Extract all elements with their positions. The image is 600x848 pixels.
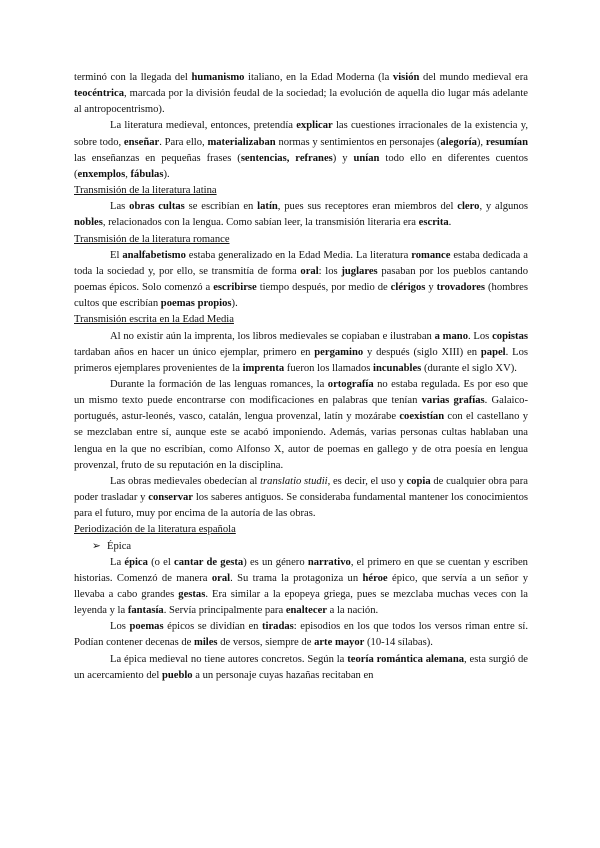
text-run: La <box>110 556 125 568</box>
text-run: ). <box>231 298 238 310</box>
text-run: los saberes antiguos. Se consideraba fundamental mantener los conocimientos para el futuro, muy por encima de la autoría de las obras. <box>74 492 528 520</box>
text-run: : episodios en los que todos los versos riman entre sí. Podían contener decenas de <box>74 621 528 649</box>
bold-term: clero <box>457 201 480 213</box>
text-run: (o el <box>147 556 175 568</box>
bold-term: alegoría <box>440 136 477 148</box>
text-run: pasaban por los pueblos cantando poemas épicos. Solo comenzó a <box>74 265 528 294</box>
section-heading: Transmisión de la literatura romance <box>74 233 230 245</box>
text-run: , esta surgió de un acercamiento del <box>74 653 529 681</box>
bold-term: trovadores <box>436 282 486 294</box>
bold-term: fábulas <box>130 168 164 180</box>
section-heading: Transmisión escrita en la Edad Media <box>74 314 234 326</box>
bold-term: coexistían <box>399 411 445 423</box>
text-run: Durante la formación de las lenguas romances, la <box>110 378 328 390</box>
body-paragraph <box>74 377 528 474</box>
bold-term: enseñar <box>123 136 160 148</box>
text-run: terminó con la llegada del <box>74 72 192 83</box>
bold-term: poemas propios <box>160 298 232 310</box>
text-run: estaba dedicada a toda la sociedad y, por ello, se transmitía de forma <box>74 249 528 277</box>
bold-term: gestas <box>178 589 206 600</box>
bold-term: enxemplos <box>77 168 126 180</box>
bold-term: papel <box>480 346 506 358</box>
body-paragraph <box>74 652 528 684</box>
bold-term: clérigos <box>390 282 426 294</box>
bold-term: oral <box>211 572 231 584</box>
bold-term: escrita <box>418 217 449 229</box>
bold-term: teoría romántica alemana <box>347 653 465 665</box>
bold-term: juglares <box>341 265 378 277</box>
text-run: . Los primeros ejemplares provenientes de la <box>74 346 528 374</box>
text-run: , pues sus receptores eran miembros del <box>277 201 458 213</box>
text-run: (10-14 sílabas). <box>364 637 433 649</box>
text-run: a un personaje cuyas hazañas recitaban en <box>192 669 374 681</box>
text-run: ) es un género <box>243 556 308 568</box>
body-paragraph <box>74 248 528 313</box>
text-run: Los <box>110 621 130 633</box>
text-run: El <box>110 249 123 261</box>
text-run: italiano, en la Edad Moderna (la <box>244 72 393 83</box>
text-run: , <box>125 168 131 180</box>
bold-term: copistas <box>492 330 528 342</box>
bold-term: analfabetismo <box>122 249 186 261</box>
bold-term: pergamino <box>314 346 364 358</box>
bold-term: obras cultas <box>129 201 185 213</box>
text-run: del mundo medieval era <box>419 72 528 83</box>
italic-term: translatio studii <box>260 475 328 487</box>
bold-term: conservar <box>148 492 194 504</box>
text-run: normas y sentimientos en personajes ( <box>275 136 441 148</box>
text-run: ), <box>476 136 486 148</box>
bold-term: miles <box>194 637 218 649</box>
text-run: no estaba regulada. Es por eso que un mismo texto puede encontrarse con modificaciones en palabras que tenían <box>74 378 528 407</box>
text-run: , es decir, el uso y <box>327 475 407 487</box>
text-run: estaba generalizado en la Edad Media. La literatura <box>185 249 412 261</box>
bullet-item <box>74 539 528 555</box>
text-run: y después (siglo XIII) en <box>363 346 481 358</box>
arrow-bullet-icon: ➢ <box>92 540 101 552</box>
text-run: Las <box>110 201 130 213</box>
bold-term: pueblo <box>161 669 193 681</box>
text-run: fueron los llamados <box>284 362 374 374</box>
bold-term: a mano <box>434 330 468 342</box>
text-run: todo ello en diferentes cuentos ( <box>74 152 529 180</box>
body-paragraph <box>74 70 528 118</box>
text-run: épico, que servía a un señor y llevaba a cabo grandes <box>74 572 528 600</box>
body-paragraph <box>74 619 528 651</box>
text-run: tardaban años en hacer un único ejemplar, primero en <box>74 346 315 358</box>
text-run: . Servía principalmente para <box>163 605 286 617</box>
text-run: de cualquier obra para poder trasladar y <box>74 475 528 504</box>
bold-term: cantar de gesta <box>174 556 244 568</box>
text-run: las cuestiones irracionales de la existencia y, sobre todo, <box>74 120 528 148</box>
text-run: . Era similar a la epopeya griega, pues se mezclaba muchas veces con la leyenda y la <box>74 589 529 617</box>
section-heading: Periodización de la literatura española <box>74 524 236 536</box>
bold-term: unían <box>353 152 380 164</box>
text-run: a la nación. <box>326 605 379 617</box>
bold-term: ortografía <box>327 378 374 390</box>
text-run: . Su trama la protagoniza un <box>230 572 363 584</box>
bold-term: nobles <box>74 217 103 229</box>
bold-term: humanismo <box>191 72 245 83</box>
bold-term: épica <box>124 556 148 568</box>
text-run: , relacionados con la lengua. Como sabían leer, la transmisión literaria era <box>102 217 419 229</box>
section-heading: Transmisión de la literatura latina <box>74 185 217 197</box>
text-run: y <box>425 282 437 294</box>
text-run: , el primero en que se cuentan y escriben historias. Comenzó de manera <box>74 556 528 584</box>
body-paragraph <box>74 555 528 620</box>
text-run: ). <box>163 168 170 180</box>
text-run: épicos se dividían en <box>163 621 262 633</box>
bold-term: explicar <box>296 120 333 132</box>
bold-term: fantasía <box>127 605 164 617</box>
bold-term: latín <box>257 201 278 213</box>
bold-term: oral <box>300 265 319 277</box>
text-run: . Galaico-portugués, astur-leonés, vasco, catalán, lengua provenzal, latín y mozárabe <box>74 395 528 423</box>
text-run: . Los <box>468 330 493 342</box>
bold-term: arte mayor <box>314 637 365 649</box>
body-paragraph <box>74 118 528 183</box>
body-paragraph <box>74 199 528 231</box>
bullet-text: Épica <box>107 540 132 552</box>
bold-term: tiradas <box>262 621 294 633</box>
bold-term: sentencias, refranes <box>240 152 333 164</box>
bold-term: narrativo <box>307 556 351 568</box>
bold-term: héroe <box>362 572 388 584</box>
bold-term: poemas <box>129 621 164 633</box>
bold-term: resumían <box>485 136 528 148</box>
text-run: , y algunos <box>479 201 529 213</box>
bold-term: teocéntrica <box>74 88 124 100</box>
text-run: (hombres cultos que escribían <box>74 282 529 310</box>
text-run: . <box>448 217 452 229</box>
bold-term: visión <box>392 72 420 83</box>
text-run: (durante el siglo XV). <box>421 362 517 374</box>
text-run: se escribían en <box>184 201 258 213</box>
bold-term: incunables <box>373 362 422 374</box>
text-run: , marcada por la división feudal de la sociedad; la evolución de aquella dio lugar más adelante al antropocentrismo). <box>74 88 528 116</box>
text-run: de versos, siempre de <box>217 637 315 649</box>
text-run: : los <box>318 265 342 277</box>
bold-term: varias grafías <box>421 395 485 407</box>
text-run: con el castellano y se mezclaban entre sí, aunque este se acabó imponiendo. Además, varias personas cultas hablaban una lengua en la que no escribían, como Alfonso X, autor de poemas en gallego y de otra poesía en lengua provenzal, fruto de su reputación en la disciplina. <box>74 411 528 471</box>
text-run: La literatura medieval, entonces, pretendía <box>110 120 297 132</box>
bold-term: imprenta <box>242 362 285 374</box>
text-run: las enseñanzas en pequeñas frases ( <box>74 152 241 164</box>
bold-term: escribirse <box>213 282 257 294</box>
text-run: ) y <box>332 152 354 164</box>
text-run: Al no existir aún la imprenta, los libros medievales se copiaban e ilustraban <box>110 330 435 342</box>
text-run: Las obras medievales obedecían al <box>110 475 261 487</box>
bold-term: materializaban <box>207 136 276 148</box>
text-run: . Para ello, <box>159 136 208 148</box>
body-paragraph <box>74 329 528 377</box>
bold-term: enaltecer <box>285 605 327 617</box>
bold-term: copia <box>406 475 431 487</box>
text-run: La épica medieval no tiene autores concretos. Según la <box>110 653 348 665</box>
text-run: tiempo después, por medio de <box>256 282 391 294</box>
document-body <box>74 70 528 684</box>
bold-term: romance <box>411 249 451 261</box>
body-paragraph <box>74 474 528 522</box>
